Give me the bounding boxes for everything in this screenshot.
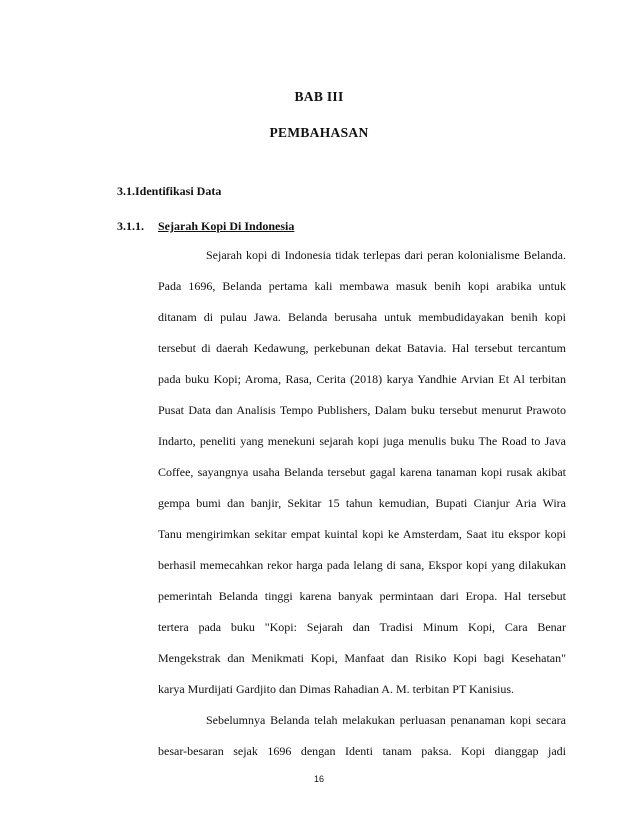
paragraph-line: Sejarah kopi di Indonesia tidak terlepas dari peran kolonialisme Belanda.: [206, 248, 566, 262]
paragraph-line: Mengekstrak dan Menikmati Kopi, Manfaat dan Risiko Kopi bagi Kesehatan": [158, 651, 566, 665]
paragraph-line: Sebelumnya Belanda telah melakukan perluasan penanaman kopi secara: [206, 713, 566, 727]
paragraph-line: besar-besaran sejak 1696 dengan Identi tanam paksa. Kopi dianggap jadi: [158, 744, 566, 758]
paragraph-line: karya Murdijati Gardjito dan Dimas Rahadian A. M. terbitan PT Kanisius.: [158, 682, 515, 696]
chapter-title: PEMBAHASAN: [269, 125, 369, 140]
paragraph-line: pemerintah Belanda tinggi karena banyak permintaan dari Eropa. Hal tersebut: [158, 589, 566, 603]
subsection-title: Sejarah Kopi Di Indonesia: [158, 219, 295, 233]
section-heading: 3.1.Identifikasi Data: [117, 184, 222, 198]
paragraph-line: tertera pada buku "Kopi: Sejarah dan Tradisi Minum Kopi, Cara Benar: [158, 620, 566, 634]
paragraph-line: pada buku Kopi; Aroma, Rasa, Cerita (2018) karya Yandhie Arvian Et Al terbitan: [158, 372, 566, 386]
paragraph-line: Tanu mengirimkan sekitar empat kuintal kopi ke Amsterdam, Saat itu ekspor kopi: [158, 527, 566, 541]
paragraph-line: ditanam di pulau Jawa. Belanda berusaha untuk membudidayakan benih kopi: [158, 310, 566, 324]
page-number: 16: [313, 774, 324, 784]
paragraph-line: Pusat Data dan Analisis Tempo Publishers, Dalam buku tersebut menurut Prawoto: [158, 403, 566, 417]
paragraph-line: berhasil memecahkan rekor harga pada lelang di sana, Ekspor kopi yang dilakukan: [158, 558, 566, 572]
paragraph-line: Indarto, peneliti yang menekuni sejarah kopi juga menulis buku The Road to Java: [158, 434, 566, 448]
chapter-number: BAB III: [294, 89, 344, 104]
paragraph-line: gempa bumi dan banjir, Sekitar 15 tahun kemudian, Bupati Cianjur Aria Wira: [158, 496, 566, 510]
subsection-number: 3.1.1.: [117, 219, 144, 233]
paragraph-line: Pada 1696, Belanda pertama kali membawa masuk benih kopi arabika untuk: [158, 279, 566, 293]
paragraph-line: Coffee, sayangnya usaha Belanda tersebut gagal karena tanaman kopi rusak akibat: [158, 465, 566, 479]
paragraph-line: tersebut di daerah Kedawung, perkebunan dekat Batavia. Hal tersebut tercantum: [158, 341, 566, 355]
